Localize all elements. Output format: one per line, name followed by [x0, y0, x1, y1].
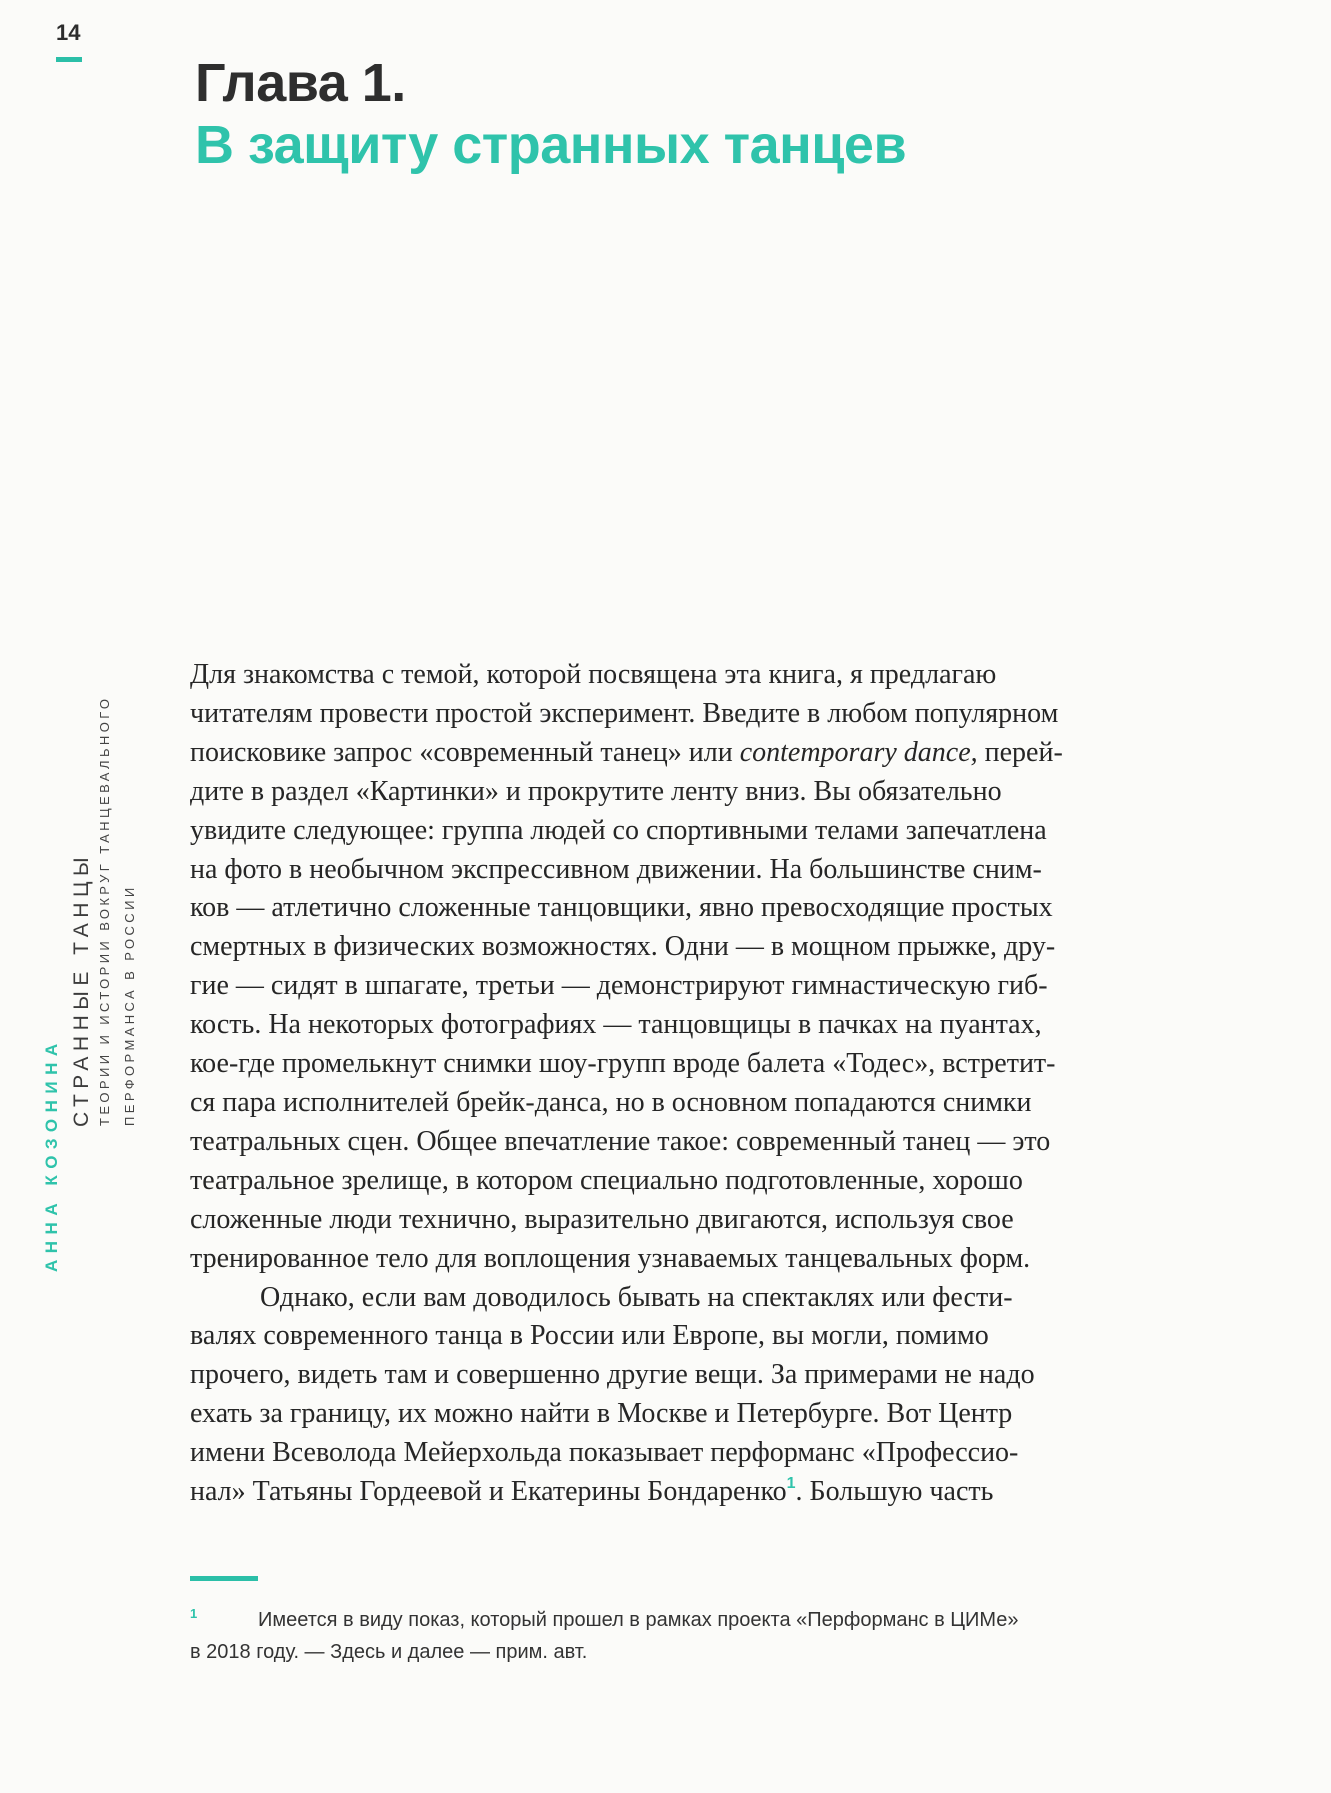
text-line: ков — атлетично сложенные танцовщики, явно превосходящие простых: [190, 892, 1053, 924]
text-line: [190, 734, 1190, 773]
text-line: на фото в необычном экспрессивном движении. На большинстве сним-: [190, 853, 1042, 885]
sidebar-author: АННА КОЗОНИНА: [42, 1037, 61, 1272]
page-number: 14: [56, 20, 81, 45]
chapter-title: В защиту странных танцев: [195, 115, 907, 175]
text-line: увидите следующее: группа людей со спортивными телами запечатлена: [190, 814, 1047, 846]
text-segment: перей-: [977, 736, 1063, 768]
footnote: [190, 1604, 1190, 1668]
text-line: театральных сцен. Общее впечатление такое: современный танец — это: [190, 1125, 1051, 1157]
chapter-label: Глава 1.: [195, 53, 406, 113]
text-line: кое-где промелькнут снимки шоу-групп вроде балета «Тодес», встретит-: [190, 1048, 1056, 1080]
text-line: гие — сидят в шпагате, третьи — демонстрируют гимнастическую гиб-: [190, 970, 1048, 1002]
text-segment: . Большую часть: [795, 1476, 994, 1508]
sidebar-subtitle-line-1: ТЕОРИИ И ИСТОРИИ ВОКРУГ ТАНЦЕВАЛЬНОГО: [97, 695, 112, 1126]
text-line: читателям провести простой эксперимент. Введите в любом популярном: [190, 697, 1059, 729]
footnote-line: в 2018 году. — Здесь и далее — прим. авт.: [190, 1641, 588, 1663]
text-segment: нал» Татьяны Гордеевой и Екатерины Бондаренко: [190, 1476, 787, 1508]
text-segment: поисковике запрос «современный танец» или: [190, 736, 740, 768]
text-line: кость. На некоторых фотографиях — танцовщицы в пачках на пуантах,: [190, 1009, 1042, 1041]
text-line: смертных в физических возможностях. Одни — в мощном прыжке, дру-: [190, 931, 1056, 963]
footnote-reference[interactable]: 1: [786, 1475, 796, 1493]
text-line: ся пара исполнителей брейк-данса, но в основном попадаются снимки: [190, 1086, 1032, 1118]
text-line: ехать за границу, их можно найти в Москве и Петербурге. Вот Центр: [190, 1398, 1013, 1430]
page-number-accent-bar: [56, 57, 82, 62]
footnote-number: 1: [190, 1606, 198, 1621]
text-line: тренированное тело для воплощения узнаваемых танцевальных форм.: [190, 1242, 1031, 1274]
text-line: Для знакомства с темой, которой посвящена эта книга, я предлагаю: [190, 659, 997, 690]
footnote-divider: [190, 1576, 258, 1581]
text-line: дите в раздел «Картинки» и прокрутите ленту вниз. Вы обязательно: [190, 775, 1002, 807]
text-line: сложенные люди технично, выразительно двигаются, используя свое: [190, 1203, 1014, 1235]
text-line: валях современного танца в России или Европе, вы могли, помимо: [190, 1320, 989, 1352]
text-line: Однако, если вам доводилось бывать на спектаклях или фести-: [260, 1281, 1013, 1313]
sidebar-book-title: СТРАННЫЕ ТАНЦЫ: [70, 851, 93, 1127]
text-line: имени Всеволода Мейерхольда показывает перформанс «Профессио-: [190, 1437, 1019, 1469]
body-text: [190, 656, 1190, 1512]
text-line: [190, 1473, 1190, 1512]
text-line: прочего, видеть там и совершенно другие вещи. За примерами не надо: [190, 1359, 1035, 1391]
footnote-line: Имеется в виду показ, который прошел в рамках проекта «Перформанс в ЦИМе»: [258, 1609, 1019, 1631]
text-line: театральное зрелище, в котором специально подготовленные, хорошо: [190, 1164, 1023, 1196]
italic-term: contemporary dance,: [739, 736, 978, 768]
sidebar-subtitle-line-2: ПЕРФОРМАНСА В РОССИИ: [122, 884, 137, 1126]
running-sidebar: [42, 572, 162, 1272]
